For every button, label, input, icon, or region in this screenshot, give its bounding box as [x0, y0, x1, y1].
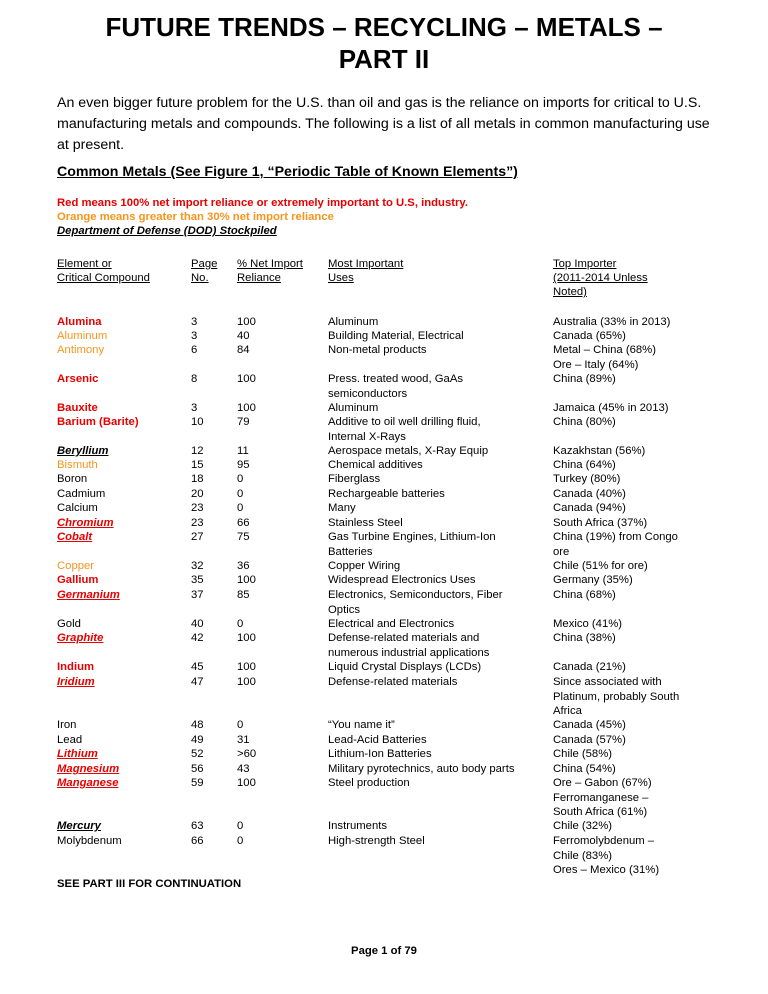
page-number: 8	[191, 373, 198, 385]
header-pct-line: % Net Import	[237, 258, 303, 270]
element-name: Chromium	[57, 517, 114, 529]
header-element	[57, 257, 150, 285]
table-row	[0, 415, 768, 443]
element-name: Copper	[57, 560, 95, 572]
legend-red: Red means 100% net import reliance or extremely important to U.S, industry.	[57, 197, 468, 209]
net-import-reliance: 40	[237, 330, 250, 342]
top-importer: Africa	[553, 705, 582, 717]
net-import-reliance: 100	[237, 574, 256, 586]
page-number: 37	[191, 589, 204, 601]
header-page	[191, 257, 217, 285]
top-importer: Canada (21%)	[553, 661, 626, 673]
most-important-use: Aluminum	[328, 316, 379, 328]
most-important-use: Many	[328, 502, 356, 514]
element-name: Cadmium	[57, 488, 106, 500]
header-page-line: No.	[191, 272, 209, 284]
most-important-use: Aluminum	[328, 402, 379, 414]
net-import-reliance: 100	[237, 373, 256, 385]
page-number: 40	[191, 618, 204, 630]
net-import-reliance: 0	[237, 618, 244, 630]
most-important-use: Steel production	[328, 777, 410, 789]
table-row	[0, 401, 768, 415]
most-important-use: Internal X-Rays	[328, 430, 406, 443]
page-number: 47	[191, 676, 204, 688]
table-row	[0, 530, 768, 558]
element-name: Alumina	[57, 316, 102, 328]
top-importer: ore	[553, 545, 570, 558]
header-page-line: Page	[191, 258, 218, 270]
continuation-note: SEE PART III FOR CONTINUATION	[57, 878, 242, 890]
top-importer: Germany (35%)	[553, 574, 633, 586]
page-number: 23	[191, 517, 204, 529]
header-importer-line: (2011-2014 Unless	[553, 272, 648, 284]
page-number: 49	[191, 734, 204, 746]
top-importer: Canada (65%)	[553, 330, 626, 342]
legend-dod: Department of Defense (DOD) Stockpiled	[57, 225, 277, 237]
table-row	[0, 675, 768, 717]
page-number: 66	[191, 835, 204, 847]
most-important-use: Optics	[328, 603, 361, 616]
header-element-line: Critical Compound	[57, 272, 150, 284]
page-number: 3	[191, 402, 198, 414]
most-important-use: Additive to oil well drilling fluid,	[328, 416, 481, 428]
title-line-2: PART II	[338, 44, 430, 74]
top-importer: Ore – Italy (64%)	[553, 358, 639, 371]
table-row	[0, 834, 768, 876]
page-footer: Page 1 of 79	[351, 945, 417, 957]
header-uses	[328, 257, 403, 285]
page-number: 45	[191, 661, 204, 673]
table-row	[0, 487, 768, 501]
page-number: 52	[191, 748, 204, 760]
most-important-use: Rechargeable batteries	[328, 488, 445, 500]
net-import-reliance: 31	[237, 734, 250, 746]
most-important-use: Lead-Acid Batteries	[328, 734, 427, 746]
most-important-use: Electronics, Semiconductors, Fiber	[328, 589, 503, 601]
top-importer: Chile (32%)	[553, 820, 613, 832]
table-row	[0, 444, 768, 458]
most-important-use: Electrical and Electronics	[328, 618, 455, 630]
element-name: Boron	[57, 473, 88, 485]
net-import-reliance: 75	[237, 531, 250, 543]
most-important-use: Defense-related materials	[328, 676, 458, 688]
top-importer: South Africa (61%)	[553, 806, 648, 818]
header-importer	[553, 257, 648, 299]
most-important-use: Aerospace metals, X-Ray Equip	[328, 445, 489, 457]
element-name: Antimony	[57, 344, 105, 356]
header-importer-line: Noted)	[553, 286, 587, 298]
most-important-use: Lithium-Ion Batteries	[328, 748, 432, 760]
table-row	[0, 776, 768, 818]
table-row	[0, 747, 768, 761]
top-importer: China (38%)	[553, 632, 616, 644]
table-row	[0, 559, 768, 573]
header-pct	[237, 257, 303, 285]
most-important-use: numerous industrial applications	[328, 646, 490, 659]
header-pct-line: Reliance	[237, 272, 281, 284]
table-row	[0, 660, 768, 674]
page-number: 10	[191, 416, 204, 428]
net-import-reliance: 84	[237, 344, 250, 356]
net-import-reliance: 100	[237, 402, 256, 414]
top-importer: Metal – China (68%)	[553, 344, 656, 356]
net-import-reliance: 100	[237, 316, 256, 328]
table-row	[0, 343, 768, 371]
net-import-reliance: 85	[237, 589, 250, 601]
net-import-reliance: 36	[237, 560, 250, 572]
net-import-reliance: 0	[237, 719, 244, 731]
net-import-reliance: 66	[237, 517, 250, 529]
section-heading: Common Metals (See Figure 1, “Periodic Table of Known Elements”)	[57, 164, 518, 180]
top-importer: Turkey (80%)	[553, 473, 621, 485]
element-name: Gallium	[57, 574, 99, 586]
top-importer: China (80%)	[553, 416, 616, 428]
page-number: 3	[191, 330, 198, 342]
top-importer: Canada (57%)	[553, 734, 626, 746]
top-importer: Since associated with	[553, 676, 662, 688]
page-number: 20	[191, 488, 204, 500]
most-important-use: Liquid Crystal Displays (LCDs)	[328, 661, 482, 673]
top-importer: Ferromolybdenum –	[553, 835, 655, 847]
net-import-reliance: >60	[237, 748, 257, 760]
top-importer: Canada (40%)	[553, 488, 626, 500]
most-important-use: Defense-related materials and	[328, 632, 480, 644]
element-name: Lead	[57, 734, 83, 746]
net-import-reliance: 11	[237, 445, 249, 457]
element-name: Manganese	[57, 777, 119, 789]
page-number: 63	[191, 820, 204, 832]
most-important-use: Batteries	[328, 545, 373, 558]
net-import-reliance: 0	[237, 473, 244, 485]
table-row	[0, 315, 768, 329]
top-importer: South Africa (37%)	[553, 517, 648, 529]
net-import-reliance: 0	[237, 820, 244, 832]
net-import-reliance: 0	[237, 488, 244, 500]
top-importer: China (89%)	[553, 373, 616, 385]
page-number: 3	[191, 316, 198, 328]
top-importer: Ore – Gabon (67%)	[553, 777, 652, 789]
top-importer: China (64%)	[553, 459, 616, 471]
top-importer: China (19%) from Congo	[553, 531, 678, 543]
most-important-use: Fiberglass	[328, 473, 381, 485]
element-name: Bismuth	[57, 459, 98, 471]
table-row	[0, 573, 768, 587]
table-row	[0, 733, 768, 747]
top-importer: Chile (51% for ore)	[553, 560, 648, 572]
top-importer: Chile (83%)	[553, 849, 613, 862]
net-import-reliance: 79	[237, 416, 250, 428]
element-name: Lithium	[57, 748, 98, 760]
page-number: 48	[191, 719, 204, 731]
table-row	[0, 718, 768, 732]
element-name: Mercury	[57, 820, 101, 832]
page-number: 59	[191, 777, 204, 789]
page-number: 56	[191, 763, 204, 775]
table-row	[0, 372, 768, 400]
table-row	[0, 762, 768, 776]
most-important-use: Non-metal products	[328, 344, 427, 356]
most-important-use: “You name it”	[328, 719, 395, 731]
top-importer: China (54%)	[553, 763, 616, 775]
element-name: Molybdenum	[57, 835, 122, 847]
net-import-reliance: 100	[237, 661, 256, 673]
net-import-reliance: 100	[237, 676, 256, 688]
page-number: 15	[191, 459, 204, 471]
top-importer: Kazakhstan (56%)	[553, 445, 646, 457]
most-important-use: Building Material, Electrical	[328, 330, 464, 342]
most-important-use: semiconductors	[328, 387, 408, 400]
most-important-use: Gas Turbine Engines, Lithium-Ion	[328, 531, 496, 543]
most-important-use: Military pyrotechnics, auto body parts	[328, 763, 515, 775]
element-name: Magnesium	[57, 763, 120, 775]
element-name: Gold	[57, 618, 81, 630]
intro-paragraph: An even bigger future problem for the U.S. than oil and gas is the reliance on imports for critical to U.S. manufacturing metals and compounds. The following is a list of all metals in common manufacturing use at present.	[57, 95, 710, 153]
header-element-line: Element or	[57, 258, 112, 270]
page-number: 18	[191, 473, 204, 485]
net-import-reliance: 100	[237, 632, 256, 644]
table-row	[0, 631, 768, 659]
table-row	[0, 329, 768, 343]
most-important-use: Copper Wiring	[328, 560, 401, 572]
header-uses-line: Most Important	[328, 258, 404, 270]
top-importer: Platinum, probably South	[553, 690, 680, 703]
title-line-1: FUTURE TRENDS – RECYCLING – METALS –	[105, 12, 663, 42]
element-name: Iridium	[57, 676, 95, 688]
table-row	[0, 516, 768, 530]
page-number: 32	[191, 560, 204, 572]
net-import-reliance: 95	[237, 459, 250, 471]
most-important-use: Press. treated wood, GaAs	[328, 373, 463, 385]
net-import-reliance: 100	[237, 777, 256, 789]
top-importer: Ferromanganese –	[553, 791, 649, 804]
net-import-reliance: 43	[237, 763, 250, 775]
top-importer: Jamaica (45% in 2013)	[553, 402, 669, 414]
element-name: Calcium	[57, 502, 98, 514]
element-name: Graphite	[57, 632, 104, 644]
top-importer: Mexico (41%)	[553, 618, 623, 630]
top-importer: Australia (33% in 2013)	[553, 316, 671, 328]
most-important-use: Instruments	[328, 820, 388, 832]
table-row	[0, 472, 768, 486]
top-importer: Canada (45%)	[553, 719, 626, 731]
top-importer: Canada (94%)	[553, 502, 626, 514]
element-name: Germanium	[57, 589, 120, 601]
legend-orange: Orange means greater than 30% net import reliance	[57, 211, 334, 223]
header-uses-line: Uses	[328, 272, 354, 284]
table-row	[0, 458, 768, 472]
most-important-use: Chemical additives	[328, 459, 423, 471]
page-number: 12	[191, 445, 204, 457]
element-name: Iron	[57, 719, 77, 731]
top-importer: Chile (58%)	[553, 748, 613, 760]
element-name: Arsenic	[57, 373, 99, 385]
page-number: 23	[191, 502, 204, 514]
net-import-reliance: 0	[237, 835, 244, 847]
element-name: Beryllium	[57, 445, 109, 457]
net-import-reliance: 0	[237, 502, 244, 514]
top-importer: Ores – Mexico (31%)	[553, 864, 660, 876]
most-important-use: Stainless Steel	[328, 517, 403, 529]
element-name: Aluminum	[57, 330, 108, 342]
page-number: 27	[191, 531, 204, 543]
header-importer-line: Top Importer	[553, 258, 617, 270]
table-row	[0, 617, 768, 631]
element-name: Barium (Barite)	[57, 416, 139, 428]
page-number: 42	[191, 632, 204, 644]
top-importer: China (68%)	[553, 589, 616, 601]
element-name: Cobalt	[57, 531, 93, 543]
table-row	[0, 819, 768, 833]
most-important-use: Widespread Electronics Uses	[328, 574, 476, 586]
most-important-use: High-strength Steel	[328, 835, 425, 847]
page-number: 35	[191, 574, 204, 586]
element-name: Indium	[57, 661, 95, 673]
table-row	[0, 588, 768, 616]
table-row	[0, 501, 768, 515]
element-name: Bauxite	[57, 402, 98, 414]
page-number: 6	[191, 344, 198, 356]
